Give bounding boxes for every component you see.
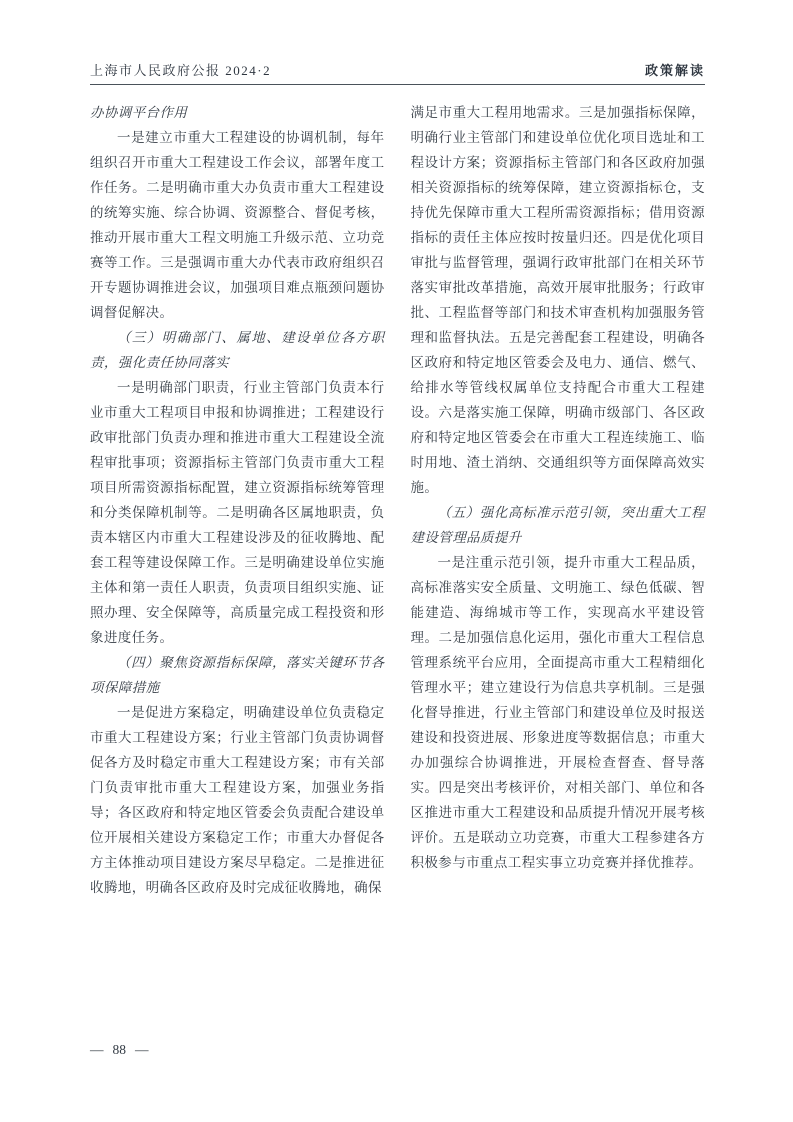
body-paragraph: 一是促进方案稳定，明确建设单位负责稳定市重大工程建设方案；行业主管部门负责协调督促各方及时稳定市重大工程建设方案；市有关部门负责审批市重大工程建设方案，加强业务指导；各区政府和特定地区管委会负责配合建设单位开展相关建设方案稳定工作；市重大办督促各方主体推动项目建设方案尽早稳定。二是推进征收腾地，明确各区政府及时完成征收腾地，确保 xyxy=(90,705,385,895)
body-paragraph: 一是注重示范引领，提升市重大工程品质，高标准落实安全质量、文明施工、绿色低碳、智能建造、海绵城市等工作，实现高水平建设管理。二是加强信息化运用，强化市重大工程信息管理系统平台应用，全面提高市重大工程精细化管理水平；建立建设行为信息共享机制。三是强化督导推进，行业主管部门和建设单位及时报送建设和投资进展、形象进度等数据信息；市重大办加强综合协调推进，开展检查督查、督导落实。四是突出考核评价，对相关部门、单位和各区推进市重大工程建设和品质提升情况开展考核评价。五是联动立功竞赛，市重大工程参建各方积极参与市重点工程实事立功竞赛并择优推荐。 xyxy=(410,555,705,870)
subsection-heading-three: （三）明确部门、属地、建设单位各方职责，强化责任协同落实 xyxy=(90,330,385,370)
body-paragraph: 一是明确部门职责，行业主管部门负责本行业市重大工程项目申报和协调推进；工程建设行政审批部门负责办理和推进市重大工程建设全流程审批事项；资源指标主管部门负责市重大工程项目所需资源指标配置，建立资源指标统筹管理和分类保障机制等。二是明确各区属地职责，负责本辖区内市重大工程建设涉及的征收腾地、配套工程等建设保障工作。三是明确建设单位实施主体和第一责任人职责，负责项目组织实施、证照办理、安全保障等，高质量完成工程投资和形象进度任务。 xyxy=(90,380,385,645)
footer-dash-right: — xyxy=(135,1042,149,1057)
subsection-heading-five: （五）强化高标准示范引领，突出重大工程建设管理品质提升 xyxy=(410,505,705,545)
section-label: 政策解读 xyxy=(644,63,705,78)
page-number: 88 xyxy=(112,1042,126,1057)
page-header xyxy=(90,60,705,79)
subsection-heading-continuation: 办协调平台作用 xyxy=(90,105,188,120)
header-divider xyxy=(90,84,705,85)
left-column xyxy=(90,100,385,900)
article-body xyxy=(90,100,705,900)
body-paragraph: 一是建立市重大工程建设的协调机制，每年组织召开市重大工程建设工作会议，部署年度工作任务。二是明确市重大办负责市重大工程建设的统筹实施、综合协调、资源整合、督促考核，推动开展市重大工程文明施工升级示范、立功竞赛等工作。三是强调市重大办代表市政府组织召开专题协调推进会议，加强项目难点瓶颈问题协调督促解决。 xyxy=(90,130,385,320)
right-column xyxy=(411,100,706,900)
page-footer xyxy=(90,1042,149,1058)
publication-title: 上海市人民政府公报 2024·2 xyxy=(90,63,272,78)
body-paragraph-continuation: 满足市重大工程用地需求。三是加强指标保障，明确行业主管部门和建设单位优化项目选址和工程设计方案；资源指标主管部门和各区政府加强相关资源指标的统筹保障，建立资源指标仓，支持优先保障市重大工程所需资源指标；借用资源指标的责任主体应按时按量归还。四是优化项目审批与监督管理，强调行政审批部门在相关环节落实审批改革措施，高效开展审批服务；行政审批、工程监督等部门和技术审查机构加强服务管理和监督执法。五是完善配套工程建设，明确各区政府和特定地区管委会及电力、通信、燃气、给排水等管线权属单位支持配合市重大工程建设。六是落实施工保障，明确市级部门、各区政府和特定地区管委会在市重大工程连续施工、临时用地、渣土消纳、交通组织等方面保障高效实施。 xyxy=(410,105,705,495)
subsection-heading-four: （四）聚焦资源指标保障，落实关键环节各项保障措施 xyxy=(90,655,385,695)
footer-dash-left: — xyxy=(90,1042,104,1057)
